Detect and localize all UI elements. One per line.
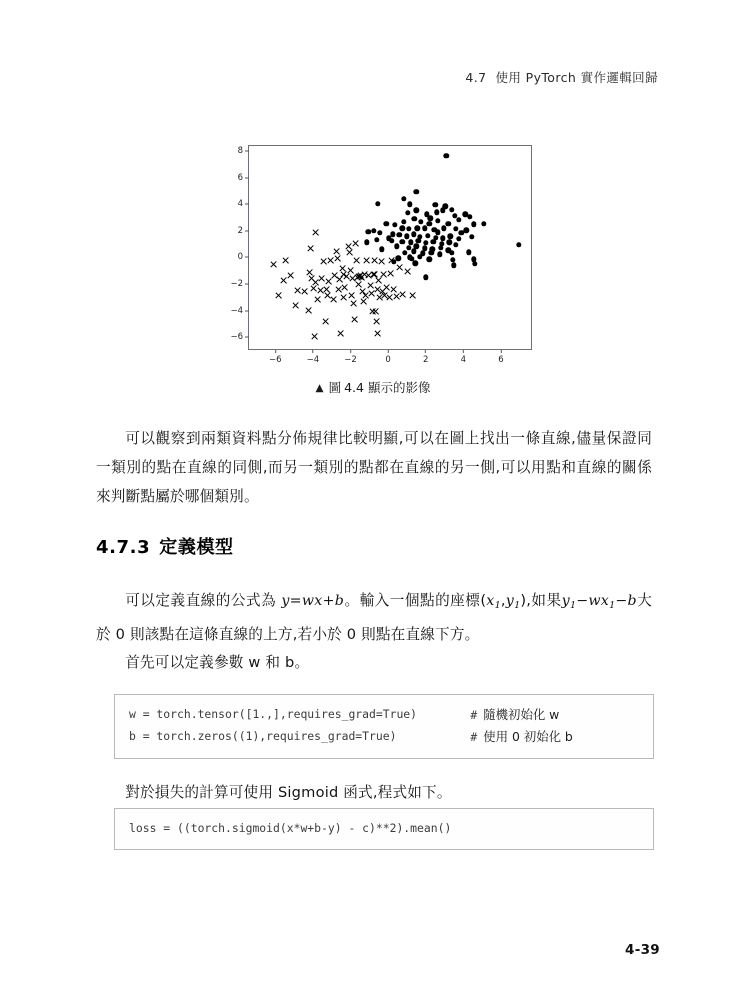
- data-point-class-1: [400, 226, 405, 231]
- page-number: 4-39: [625, 942, 660, 958]
- data-point-class-0: [396, 264, 403, 271]
- data-point-class-1: [377, 230, 382, 235]
- data-point-class-1: [396, 255, 401, 260]
- expr-b: b: [627, 593, 637, 609]
- paragraph-4: 對於損失的計算可使用 Sigmoid 函式,程式如下。: [125, 784, 452, 801]
- data-point-class-1: [412, 216, 417, 221]
- data-point-class-1: [444, 153, 449, 158]
- data-point-class-0: [301, 288, 308, 295]
- data-point-class-1: [467, 214, 472, 219]
- x-axis-tick: −4: [307, 349, 320, 365]
- expr-y-sub: 1: [569, 600, 577, 611]
- running-head-number: 4.7: [465, 70, 487, 85]
- formula-line-equation: y=wx+b: [281, 593, 345, 609]
- coord-x1-sub: 1: [494, 600, 501, 611]
- data-point-class-1: [401, 219, 406, 224]
- y-axis-tick: −4: [230, 306, 249, 316]
- data-point-class-0: [318, 275, 325, 282]
- y-axis-tick: 4: [238, 199, 249, 209]
- data-point-class-1: [379, 247, 384, 252]
- data-point-class-0: [320, 258, 327, 265]
- formula-mid: 。輸入一個點的座標(: [344, 592, 487, 609]
- data-point-class-1: [471, 222, 476, 227]
- code-text: b = torch.zeros((1),requires_grad=True): [129, 729, 397, 743]
- data-point-class-0: [386, 294, 393, 301]
- data-point-class-1: [440, 208, 445, 213]
- x-axis-tick: 0: [385, 349, 390, 365]
- coord-x1: x: [486, 593, 495, 609]
- formula-lead: 可以定義直線的公式為: [125, 592, 277, 609]
- scatter-chart: [208, 140, 538, 372]
- data-point-class-0: [371, 257, 378, 264]
- formula-tail: 大於 0 則該點在這條直線的上方,若小於 0 則點在直線下方。: [96, 592, 653, 643]
- data-point-class-0: [312, 229, 319, 236]
- expr-minus-2: −: [615, 593, 628, 609]
- code-comment: # 使用 0 初始化 b: [470, 729, 573, 744]
- data-point-class-1: [456, 236, 461, 241]
- x-axis-tick: 2: [423, 349, 428, 365]
- x-axis-tick: 6: [498, 349, 503, 365]
- data-point-class-0: [350, 300, 357, 307]
- data-point-class-0: [404, 268, 411, 275]
- figure-4-4: [0, 140, 746, 372]
- data-point-class-0: [270, 261, 277, 268]
- data-point-class-1: [371, 228, 376, 233]
- caption-label: 圖: [328, 380, 342, 395]
- data-point-class-0: [341, 284, 348, 291]
- data-point-class-1: [438, 245, 443, 250]
- data-point-class-1: [446, 221, 451, 226]
- data-point-class-1: [481, 221, 486, 226]
- data-point-class-1: [453, 226, 458, 231]
- data-point-class-1: [447, 234, 452, 239]
- y-axis-tick: 2: [238, 226, 249, 236]
- data-point-class-1: [472, 261, 477, 266]
- data-point-class-0: [333, 248, 340, 255]
- paragraph-3-wrap: [96, 648, 652, 677]
- data-point-class-1: [432, 202, 437, 207]
- data-point-class-0: [352, 240, 359, 247]
- data-point-class-1: [453, 242, 458, 247]
- expr-minus-1: −: [576, 593, 589, 609]
- running-head-title: 使用 PyTorch 實作邏輯回歸: [495, 70, 658, 85]
- data-point-class-1: [431, 239, 436, 244]
- data-point-class-1: [441, 226, 446, 231]
- data-point-class-0: [314, 296, 321, 303]
- caption-text: 顯示的影像: [367, 380, 431, 395]
- y-axis-tick: 0: [238, 252, 249, 262]
- comment-hash: #: [470, 730, 478, 744]
- data-point-class-1: [406, 226, 411, 231]
- data-point-class-1: [394, 243, 399, 248]
- coord-comma: ,: [500, 592, 506, 609]
- data-point-class-0: [282, 257, 289, 264]
- data-point-class-1: [418, 219, 423, 224]
- data-point-class-1: [411, 232, 416, 237]
- data-point-class-0: [353, 257, 360, 264]
- paragraph-1: 可以觀察到兩類資料點分佈規律比較明顯,可以在圖上找出一條直線,儘量保證同一類別的點在直線的同側,而另一類別的點都在直線的另一側,可以用點和直線的關係來判斷點屬於哪個類別。: [96, 430, 652, 505]
- data-point-class-1: [414, 189, 419, 194]
- code-block-loss-function[interactable]: [114, 808, 654, 850]
- data-point-class-1: [413, 261, 418, 266]
- data-point-class-0: [367, 282, 374, 289]
- data-point-class-1: [437, 251, 442, 256]
- code-line: [129, 818, 639, 839]
- data-point-class-1: [434, 210, 439, 215]
- data-point-class-0: [387, 270, 394, 277]
- data-point-class-0: [322, 318, 329, 325]
- data-point-class-0: [324, 292, 331, 299]
- section-number: 4.7.3: [96, 537, 151, 558]
- data-point-class-1: [449, 250, 454, 255]
- data-point-class-0: [383, 284, 390, 291]
- data-point-class-1: [397, 232, 402, 237]
- caption-triangle-icon: ▲: [315, 382, 324, 394]
- data-point-class-1: [435, 230, 440, 235]
- data-point-class-0: [388, 257, 395, 264]
- data-point-class-1: [384, 221, 389, 226]
- data-point-class-0: [287, 272, 294, 279]
- data-point-class-0: [351, 316, 358, 323]
- data-point-class-0: [374, 330, 381, 337]
- data-point-class-0: [346, 249, 353, 256]
- figure-caption: [0, 378, 746, 396]
- x-axis-tick: −6: [269, 349, 282, 365]
- data-point-class-1: [427, 257, 432, 262]
- data-point-class-1: [400, 239, 405, 244]
- x-axis-tick: −2: [344, 349, 357, 365]
- data-point-class-0: [373, 318, 380, 325]
- data-point-class-1: [405, 210, 410, 215]
- data-point-class-0: [390, 286, 397, 293]
- y-axis-tick: 6: [238, 173, 249, 183]
- plot-area: [230, 145, 532, 365]
- expr-wx: wx: [588, 593, 610, 609]
- data-point-class-0: [399, 291, 406, 298]
- data-point-class-0: [275, 292, 282, 299]
- data-point-class-1: [366, 229, 371, 234]
- data-point-class-1: [407, 202, 412, 207]
- data-point-class-0: [331, 272, 338, 279]
- data-point-class-0: [380, 271, 387, 278]
- data-point-class-1: [463, 228, 468, 233]
- code-line: [129, 704, 639, 726]
- data-point-class-1: [417, 254, 422, 259]
- data-point-class-0: [355, 281, 362, 288]
- coord-y1: y: [505, 593, 515, 609]
- code-comment: # 隨機初始化 w: [470, 707, 560, 722]
- data-point-class-0: [334, 255, 341, 262]
- data-point-class-0: [372, 308, 379, 315]
- data-point-class-1: [427, 221, 432, 226]
- data-point-class-0: [363, 257, 370, 264]
- paragraph-2-wrap: [96, 586, 652, 649]
- expr-wx-sub: 1: [609, 600, 616, 611]
- data-point-class-0: [362, 292, 369, 299]
- paragraph-1-wrap: [96, 424, 652, 511]
- data-point-class-1: [449, 207, 454, 212]
- code-line: [129, 726, 639, 748]
- code-text: w = torch.tensor([1.,],requires_grad=True): [129, 707, 418, 721]
- data-point-class-1: [459, 230, 464, 235]
- data-point-class-1: [469, 234, 474, 239]
- data-point-class-1: [401, 196, 406, 201]
- data-point-class-0: [292, 302, 299, 309]
- data-point-class-0: [409, 292, 416, 299]
- data-point-class-0: [340, 294, 347, 301]
- data-point-class-0: [325, 278, 332, 285]
- paragraph-4-wrap: [96, 778, 652, 807]
- y-axis-tick: −2: [230, 279, 249, 289]
- paragraph-3: 首先可以定義參數 w 和 b。: [125, 654, 310, 671]
- y-axis-tick: 8: [238, 146, 249, 156]
- data-point-class-1: [447, 239, 452, 244]
- data-point-class-1: [435, 218, 440, 223]
- code-block-define-params[interactable]: [114, 694, 654, 759]
- data-point-class-1: [425, 233, 430, 238]
- data-point-class-1: [466, 249, 471, 254]
- data-point-class-0: [305, 307, 312, 314]
- section-title: 定義模型: [159, 537, 234, 558]
- comment-hash: #: [470, 708, 478, 722]
- x-axis-tick: 4: [461, 349, 466, 365]
- data-point-class-1: [422, 226, 427, 231]
- expr-y: y: [561, 593, 570, 609]
- data-point-class-0: [378, 258, 385, 265]
- data-point-class-1: [392, 222, 397, 227]
- data-point-class-1: [516, 242, 521, 247]
- data-point-class-0: [348, 292, 355, 299]
- data-point-class-1: [451, 263, 456, 268]
- coord-y1-sub: 1: [514, 600, 521, 611]
- code-text: loss = ((torch.sigmoid(x*w+b-y) - c)**2).mean(): [129, 821, 452, 835]
- data-point-class-0: [307, 245, 314, 252]
- data-point-class-1: [411, 249, 416, 254]
- data-point-class-1: [374, 237, 379, 242]
- paragraph-2: [96, 586, 652, 649]
- data-point-class-0: [375, 277, 382, 284]
- formula-after-coord: ),如果: [520, 592, 562, 609]
- data-point-class-1: [414, 208, 419, 213]
- caption-number: 4.4: [344, 380, 364, 395]
- data-point-class-1: [423, 275, 428, 280]
- running-head: [465, 68, 658, 86]
- data-point-class-0: [280, 277, 287, 284]
- data-point-class-0: [337, 330, 344, 337]
- data-point-class-1: [456, 217, 461, 222]
- data-point-class-1: [364, 239, 369, 244]
- data-point-class-0: [360, 298, 367, 305]
- section-heading-4-7-3: [96, 533, 234, 559]
- data-point-class-1: [429, 250, 434, 255]
- data-point-class-1: [415, 226, 420, 231]
- data-point-class-1: [375, 201, 380, 206]
- data-point-class-0: [311, 333, 318, 340]
- data-point-class-1: [404, 234, 409, 239]
- y-axis-tick: −6: [230, 332, 249, 342]
